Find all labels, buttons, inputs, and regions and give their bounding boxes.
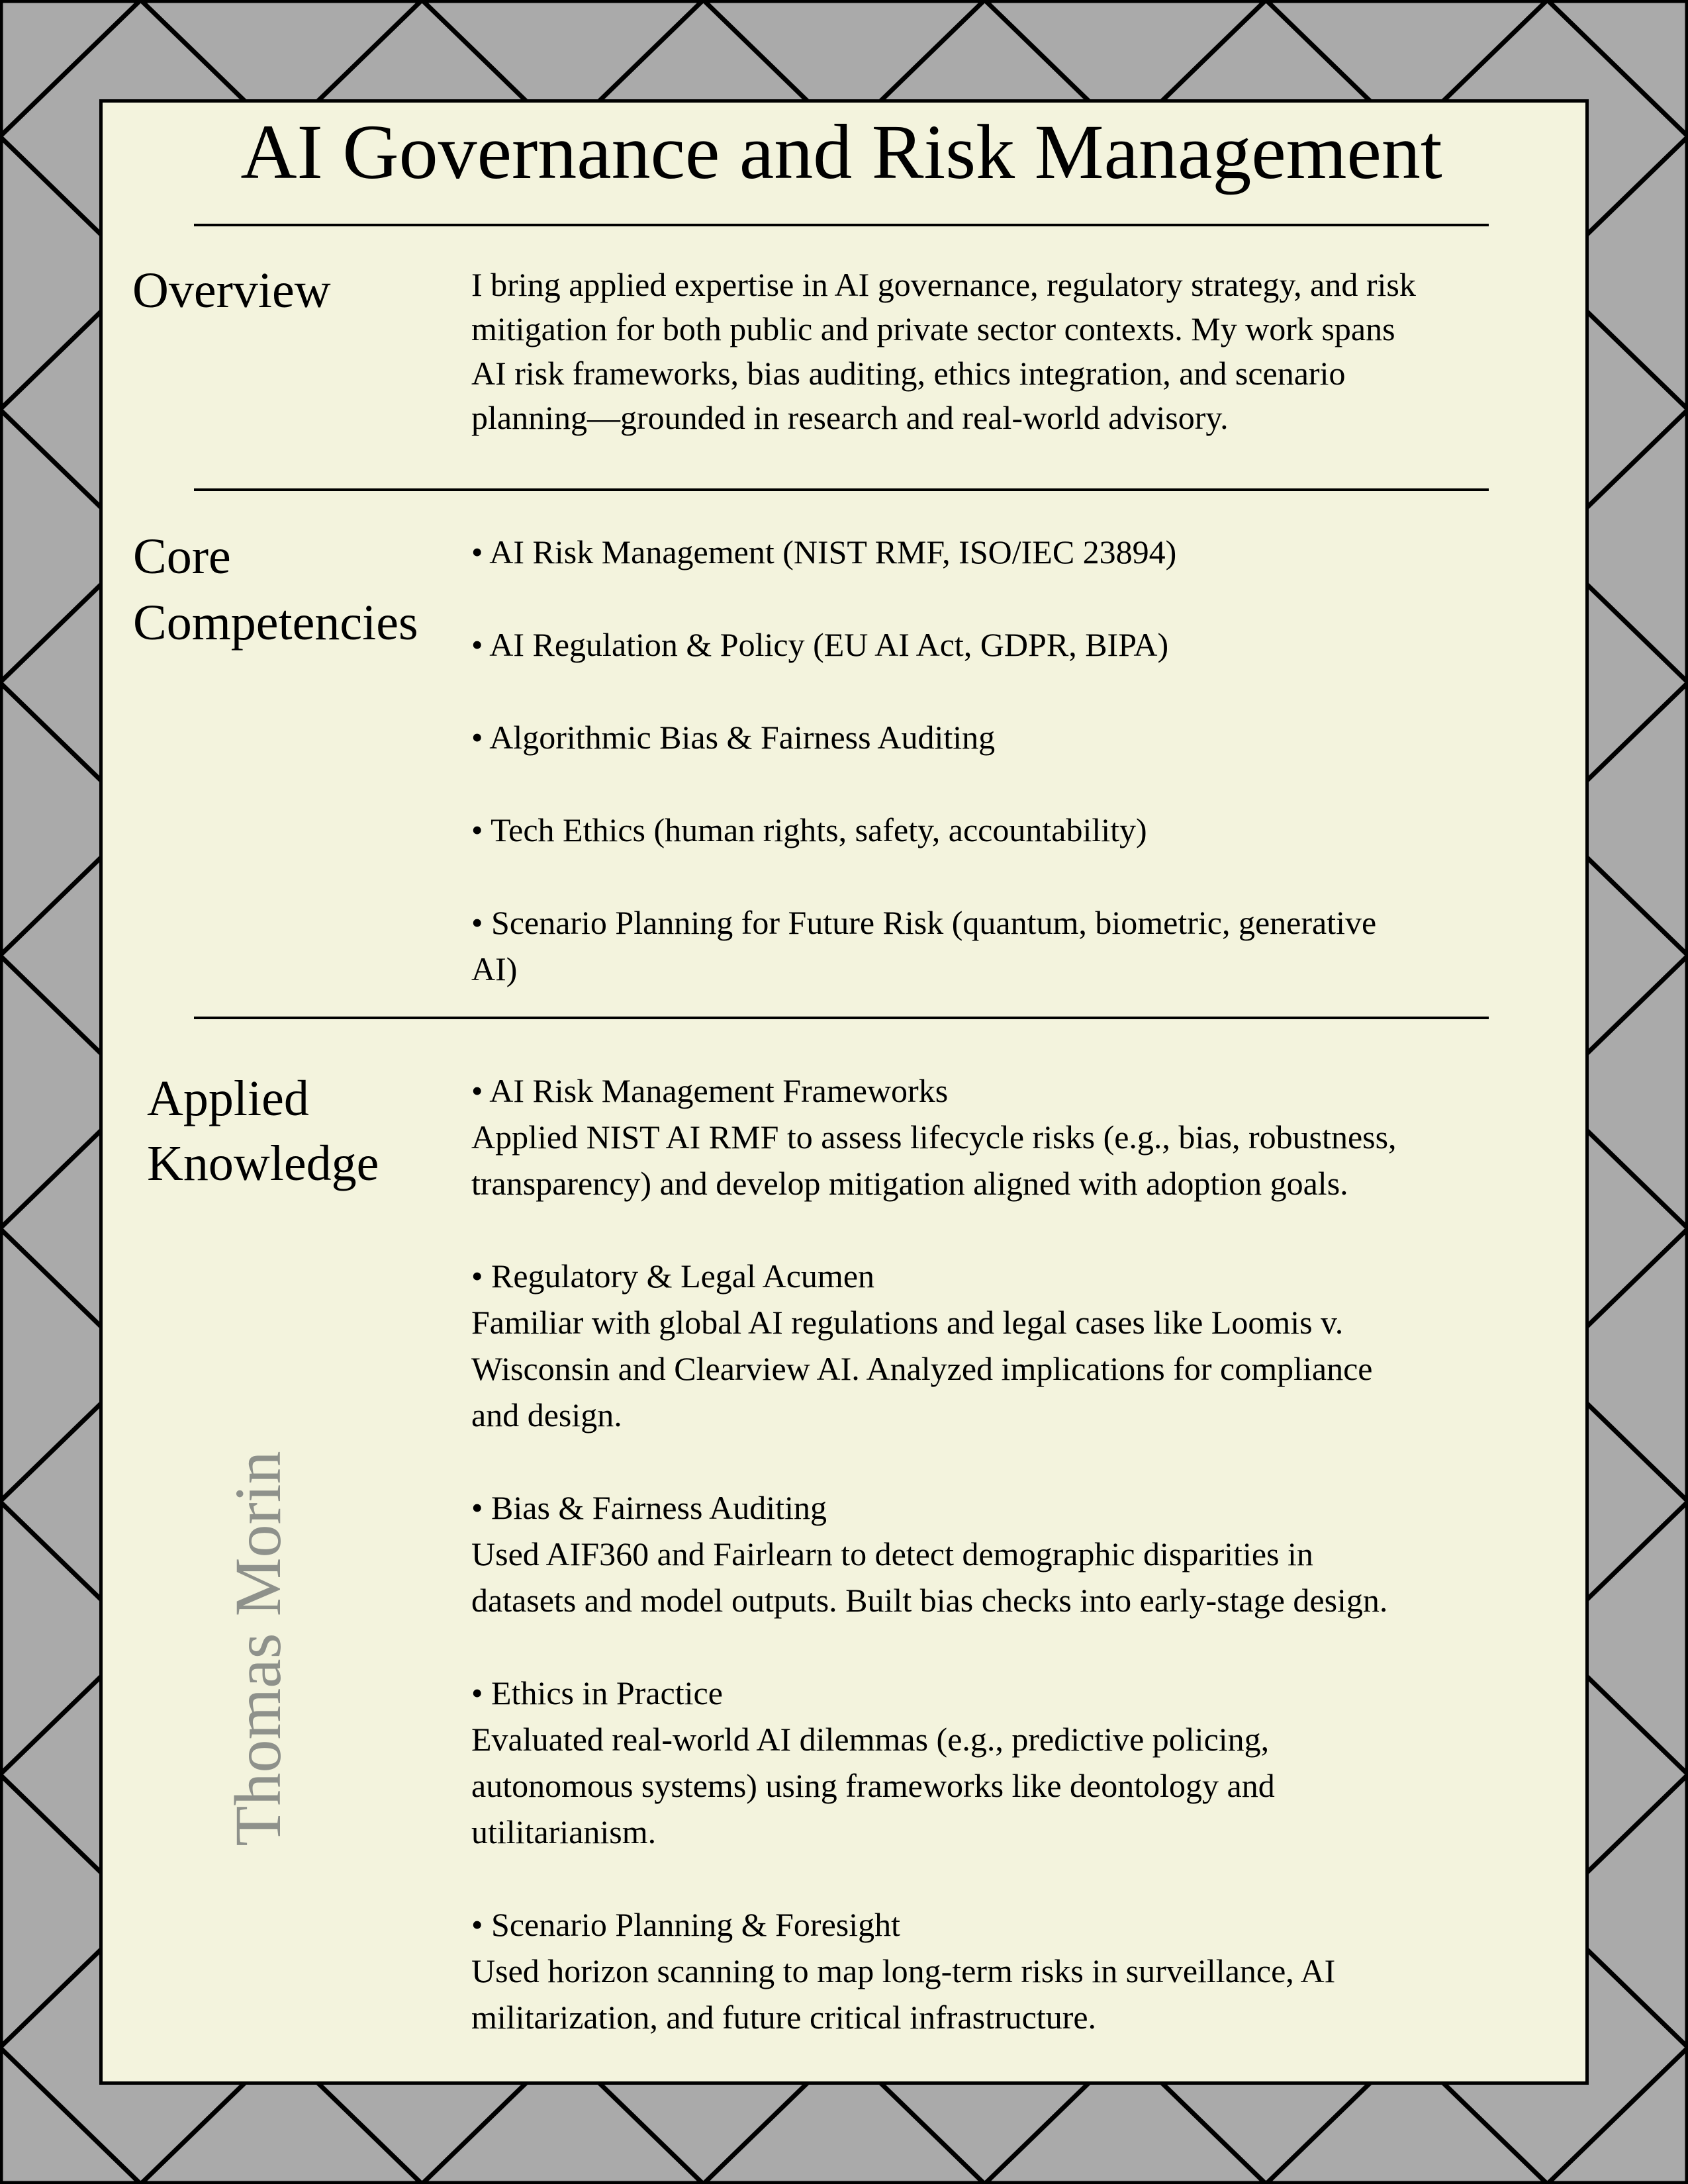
overview-heading: Overview bbox=[132, 263, 331, 318]
competency-item bbox=[471, 899, 1376, 992]
knowledge-item-text: militarization, and future critical infrastructure. bbox=[471, 1999, 1097, 2036]
knowledge-item-text: Familiar with global AI regulations and legal cases like Loomis v. bbox=[471, 1304, 1344, 1341]
knowledge-item-heading: • Regulatory & Legal Acumen bbox=[471, 1257, 875, 1295]
applied-knowledge-heading bbox=[147, 1066, 379, 1196]
competency-item bbox=[471, 807, 1376, 853]
knowledge-item bbox=[471, 1484, 1397, 1623]
knowledge-item-text: Wisconsin and Clearview AI. Analyzed implications for compliance bbox=[471, 1350, 1373, 1387]
competency-text: • AI Risk Management (NIST RMF, ISO/IEC 23894) bbox=[471, 533, 1177, 570]
knowledge-item-text: and design. bbox=[471, 1396, 622, 1433]
knowledge-item-text: autonomous systems) using frameworks like deontology and bbox=[471, 1767, 1275, 1804]
competencies-divider bbox=[194, 1017, 1489, 1019]
applied-heading-line: Applied bbox=[147, 1071, 309, 1126]
content-card bbox=[99, 99, 1589, 2085]
knowledge-item-heading: • AI Risk Management Frameworks bbox=[471, 1072, 949, 1109]
competency-item bbox=[471, 529, 1376, 575]
competency-text: • Tech Ethics (human rights, safety, accountability) bbox=[471, 811, 1147, 848]
knowledge-item bbox=[471, 1670, 1397, 1855]
overview-paragraph bbox=[471, 263, 1416, 440]
knowledge-item-text: Applied NIST AI RMF to assess lifecycle risks (e.g., bias, robustness, bbox=[471, 1118, 1397, 1156]
knowledge-item-text: Used horizon scanning to map long-term risks in surveillance, AI bbox=[471, 1952, 1336, 1989]
competency-text: • Algorithmic Bias & Fairness Auditing bbox=[471, 719, 996, 756]
core-competencies-heading bbox=[133, 523, 418, 656]
knowledge-item-text: utilitarianism. bbox=[471, 1813, 657, 1850]
knowledge-item bbox=[471, 1901, 1397, 2040]
knowledge-item bbox=[471, 1068, 1397, 1206]
knowledge-item-text: Used AIF360 and Fairlearn to detect demographic disparities in bbox=[471, 1535, 1313, 1572]
title-divider bbox=[194, 224, 1489, 226]
competency-text: AI) bbox=[471, 950, 518, 987]
knowledge-item-heading: • Ethics in Practice bbox=[471, 1674, 723, 1711]
overview-divider bbox=[194, 488, 1489, 491]
knowledge-item-heading: • Scenario Planning & Foresight bbox=[471, 1906, 900, 1943]
competency-text: • Scenario Planning for Future Risk (quantum, biometric, generative bbox=[471, 904, 1377, 941]
knowledge-item-text: transparency) and develop mitigation aligned with adoption goals. bbox=[471, 1165, 1348, 1202]
core-heading-line: Core bbox=[133, 529, 231, 584]
core-competencies-list bbox=[471, 529, 1376, 1038]
overview-line: planning—grounded in research and real-world advisory. bbox=[471, 399, 1229, 436]
knowledge-item-heading: • Bias & Fairness Auditing bbox=[471, 1489, 827, 1526]
overview-line: I bring applied expertise in AI governance, regulatory strategy, and risk bbox=[471, 266, 1416, 303]
knowledge-item-text: Evaluated real-world AI dilemmas (e.g., predictive policing, bbox=[471, 1721, 1270, 1758]
competency-item bbox=[471, 714, 1376, 760]
applied-knowledge-list bbox=[471, 1068, 1397, 2085]
overview-line: AI risk frameworks, bias auditing, ethics integration, and scenario bbox=[471, 355, 1346, 392]
applied-heading-line: Knowledge bbox=[147, 1136, 379, 1191]
core-heading-line: Competencies bbox=[133, 595, 418, 651]
knowledge-item-text: datasets and model outputs. Built bias checks into early-stage design. bbox=[471, 1582, 1388, 1619]
competency-text: • AI Regulation & Policy (EU AI Act, GDPR, BIPA) bbox=[471, 626, 1169, 663]
author-name-vertical: Thomas Morin bbox=[221, 1451, 295, 1846]
overview-line: mitigation for both public and private sector contexts. My work spans bbox=[471, 310, 1395, 347]
knowledge-item bbox=[471, 1253, 1397, 1438]
page-title: AI Governance and Risk Management bbox=[240, 109, 1442, 195]
competency-item bbox=[471, 621, 1376, 668]
